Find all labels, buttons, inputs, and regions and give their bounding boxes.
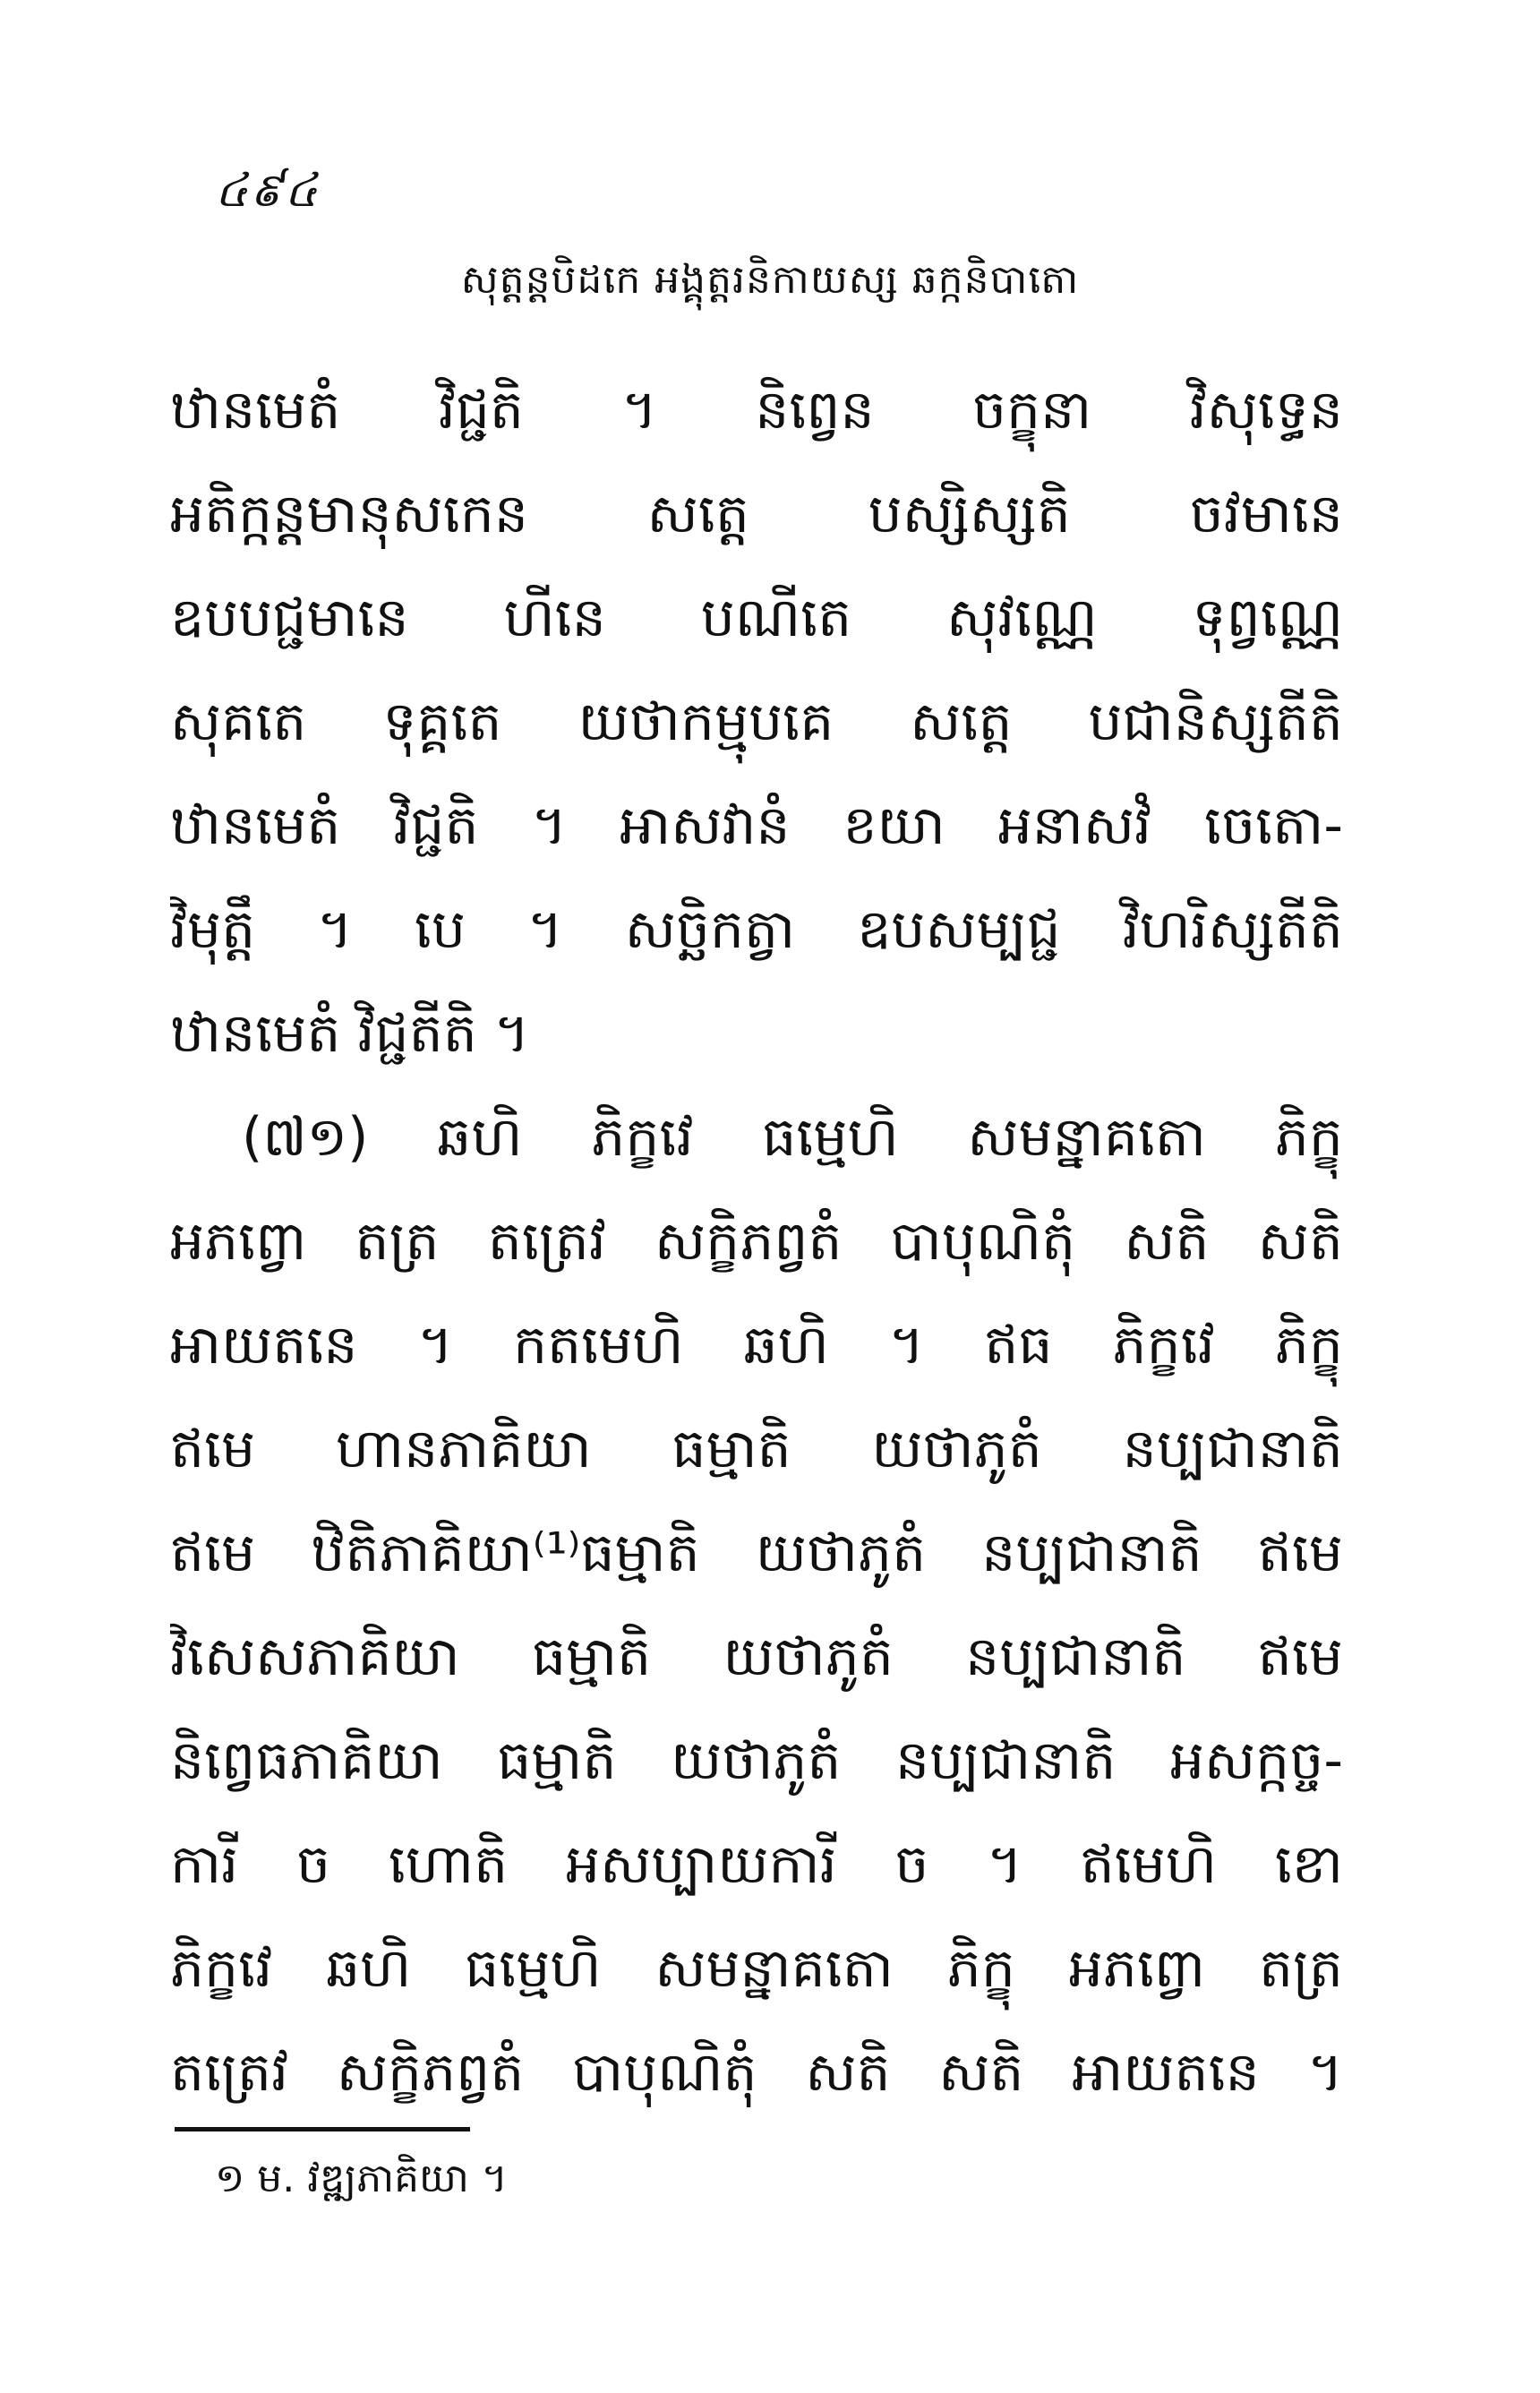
text-line: ការី ច ហោតិ អសប្បាយការី ច ។ ឥមេហិ ខោ (170, 1833, 1343, 1896)
text-line: និព្វេធភាគិយា ធម្មាតិ យថាភូតំ នប្បជានាតិ អសក្កច្ច- (170, 1729, 1343, 1792)
text-line: ឥមេ ហានភាគិយា ធម្មាតិ យថាភូតំ នប្បជានាតិ (170, 1418, 1343, 1480)
footnote-divider (175, 2127, 470, 2131)
text-line: ឧបបជ្ជមានេ ហីនេ បណីតេ សុវណ្ណេ ទុព្វណ្ណេ (170, 587, 1343, 649)
text-line: ភិក្ខវេ ឆហិ ធម្មេហិ សមន្នាគតោ ភិក្ខុ អភព្វោ តត្រ (170, 1937, 1343, 2000)
text-line: សុគតេ ទុគ្គតេ យថាកម្មុបគេ សត្តេ បជានិស្សតីតិ (170, 690, 1343, 753)
body-text (170, 358, 1343, 2124)
text-line: ឋានមេតំ វិជ្ជតីតិ ។ (170, 1002, 530, 1065)
text-line: វិសេសភាគិយា ធម្មាតិ យថាភូតំ នប្បជានាតិ ឥមេ (170, 1625, 1343, 1688)
text-line: តត្រេវ សក្ខិភព្វតំ បាបុណិតុំ សតិ សតិ អាយតនេ ។ (170, 2041, 1343, 2104)
text-line: វិមុត្តឹ ។ បេ ។ សច្ឆិកត្វា ឧបសម្បជ្ជ វិហរិស្សតីតិ (170, 898, 1343, 961)
page-number: ៤៩៤ (215, 164, 320, 218)
text-line: អាយតនេ ។ កតមេហិ ឆហិ ។ ឥធ ភិក្ខវេ ភិក្ខុ (170, 1314, 1343, 1377)
paragraph-start-line: (៧១) ឆហិ ភិក្ខវេ ធម្មេហិ សមន្នាគតោ ភិក្ខុ (242, 1106, 1343, 1169)
text-line: អភព្វោ តត្រ តត្រេវ សក្ខិភព្វតំ បាបុណិតុំ សតិ សតិ (170, 1210, 1343, 1273)
footnote: ១ ម. វឌ្ឍភាគិយា ។ (215, 2156, 508, 2201)
text-line: ឥមេ ឋិតិភាគិយា⁽¹⁾ធម្មាតិ យថាភូតំ នប្បជានាតិ ឥមេ (170, 1522, 1343, 1584)
running-header: សុត្តន្តបិដកេ អង្គុត្តរនិកាយស្ស ឆក្កនិបាតោ (460, 257, 1080, 303)
text-line: ឋានមេតំ វិជ្ជតិ ។ និព្វេន ចក្ខុនា វិសុទ្ធេន (170, 379, 1343, 442)
text-line: អតិក្កន្តមានុសកេន សត្តេ បស្សិស្សតិ ចវមានេ (170, 483, 1343, 545)
text-line: ឋានមេតំ វិជ្ជតិ ។ អាសវានំ ខយា អនាសវំ ចេតោ- (170, 794, 1343, 857)
